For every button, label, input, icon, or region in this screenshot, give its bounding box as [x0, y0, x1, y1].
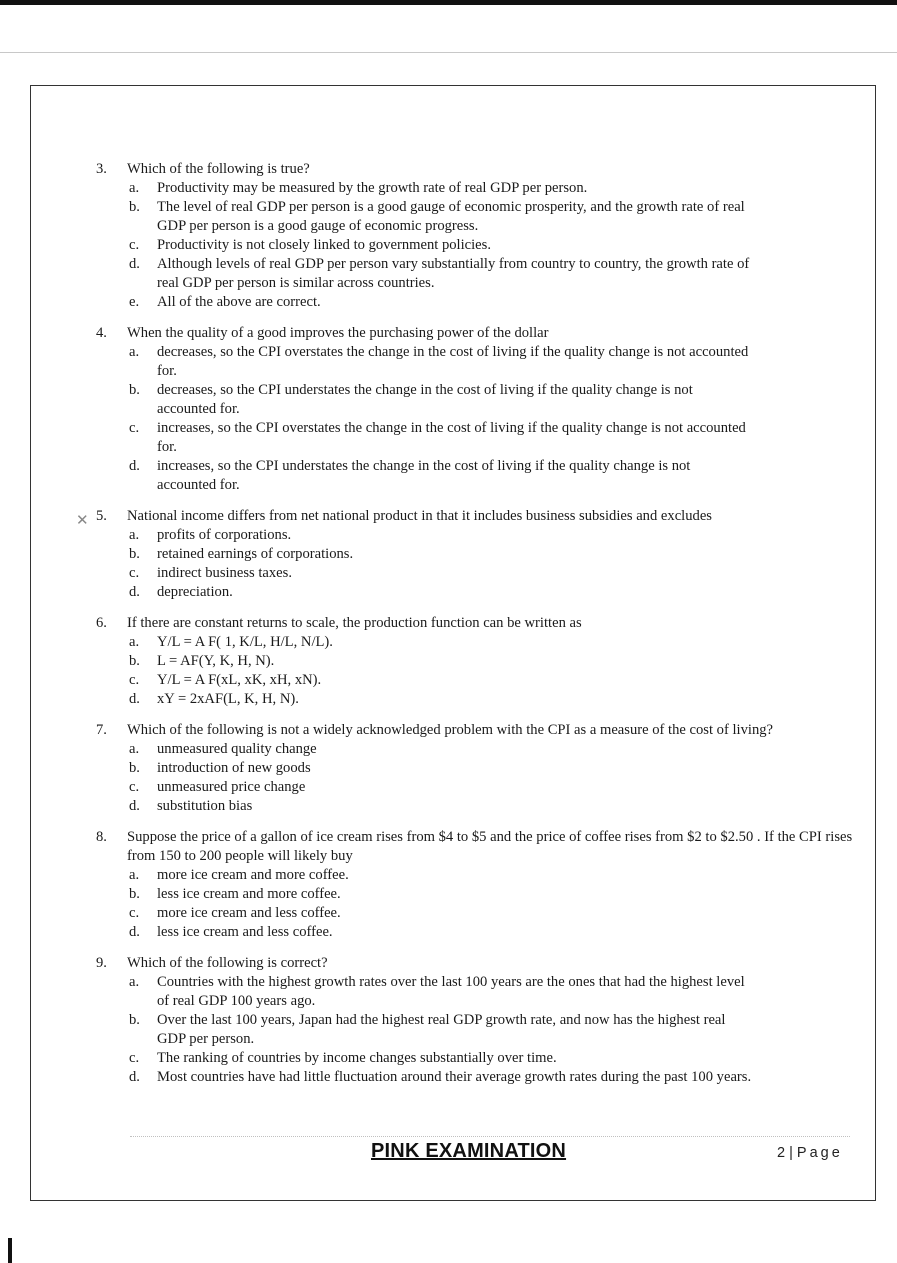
option-text: Over the last 100 years, Japan had the highest real GDP growth rate, and now has the highest real GDP per person. [157, 1012, 726, 1047]
option-text: L = AF(Y, K, H, N). [157, 653, 275, 669]
option-letter: b. [129, 653, 140, 669]
question-number: 8. [96, 829, 107, 845]
option-b [96, 1011, 866, 1049]
option-letter: b. [129, 1012, 140, 1028]
question-text: Suppose the price of a gallon of ice cream rises from $4 to $5 and the price of coffee rises from $2 to $2.50 . If the CPI rises from 150 to 200 people will likely buy [127, 829, 853, 864]
question-number: 6. [96, 615, 107, 631]
option-b [96, 545, 866, 564]
question-number: 9. [96, 955, 107, 971]
option-letter: a. [129, 741, 140, 757]
question-text: When the quality of a good improves the purchasing power of the dollar [127, 325, 549, 341]
footer-rule [130, 1136, 850, 1138]
option-letter: a. [129, 867, 140, 883]
option-a [96, 633, 866, 652]
question-3 [96, 160, 866, 312]
question-text: National income differs from net national product in that it includes business subsidies and excludes [127, 508, 712, 524]
option-b [96, 652, 866, 671]
handwritten-mark: ✕ [76, 511, 89, 529]
question-number: 5. [96, 508, 107, 524]
option-text: less ice cream and less coffee. [157, 924, 333, 940]
option-text: indirect business taxes. [157, 565, 292, 581]
option-letter: d. [129, 458, 140, 474]
option-text: Y/L = A F(xL, xK, xH, xN). [157, 672, 322, 688]
option-text: retained earnings of corporations. [157, 546, 354, 562]
option-b [96, 198, 866, 236]
option-text: The level of real GDP per person is a good gauge of economic prosperity, and the growth rate of real GDP per person is a good gauge of economic progress. [157, 199, 745, 234]
option-a [96, 343, 866, 381]
question-number: 3. [96, 161, 107, 177]
question-list [96, 160, 866, 1099]
option-letter: b. [129, 760, 140, 776]
option-letter: c. [129, 905, 140, 921]
option-a [96, 740, 866, 759]
question-number: 7. [96, 722, 107, 738]
question-7 [96, 721, 866, 816]
option-d [96, 255, 866, 293]
option-b [96, 885, 866, 904]
option-letter: b. [129, 199, 140, 215]
option-text: unmeasured quality change [157, 741, 317, 757]
option-b [96, 759, 866, 778]
option-letter: d. [129, 924, 140, 940]
option-d [96, 457, 866, 495]
exam-title: PINK EXAMINATION [371, 1140, 567, 1162]
option-text: Productivity is not closely linked to government policies. [157, 237, 491, 253]
option-text: decreases, so the CPI overstates the change in the cost of living if the quality change is not accounted for. [157, 344, 749, 379]
question-number: 4. [96, 325, 107, 341]
option-a [96, 526, 866, 545]
option-text: xY = 2xAF(L, K, H, N). [157, 691, 299, 707]
page-top-edge [0, 0, 897, 5]
option-letter: c. [129, 565, 140, 581]
option-letter: c. [129, 1050, 140, 1066]
question-8 [96, 828, 866, 942]
question-5 [96, 507, 866, 602]
option-text: Most countries have had little fluctuation around their average growth rates during the past 100 years. [157, 1069, 752, 1085]
option-text: more ice cream and more coffee. [157, 867, 349, 883]
page-number [777, 1145, 843, 1161]
scan-edge-mark [8, 1238, 12, 1263]
question-4 [96, 324, 866, 495]
option-text: Although levels of real GDP per person vary substantially from country to country, the growth rate of real GDP per person is similar across countries. [157, 256, 750, 291]
question-text: Which of the following is true? [127, 161, 310, 177]
option-a [96, 179, 866, 198]
option-letter: d. [129, 798, 140, 814]
option-text: increases, so the CPI understates the change in the cost of living if the quality change is not accounted for. [157, 458, 691, 493]
option-c [96, 671, 866, 690]
option-letter: d. [129, 691, 140, 707]
option-letter: b. [129, 382, 140, 398]
option-d [96, 923, 866, 942]
option-c [96, 236, 866, 255]
option-b [96, 381, 866, 419]
option-letter: a. [129, 344, 140, 360]
page-separator: | [789, 1145, 793, 1161]
option-letter: e. [129, 294, 140, 310]
option-letter: a. [129, 634, 140, 650]
question-text: Which of the following is correct? [127, 955, 328, 971]
option-d [96, 583, 866, 602]
option-text: unmeasured price change [157, 779, 306, 795]
option-c [96, 904, 866, 923]
page-word: Page [796, 1145, 843, 1161]
option-e [96, 293, 866, 312]
option-letter: c. [129, 420, 140, 436]
option-c [96, 1049, 866, 1068]
question-text: If there are constant returns to scale, the production function can be written as [127, 615, 582, 631]
option-letter: c. [129, 237, 140, 253]
option-c [96, 564, 866, 583]
option-letter: b. [129, 546, 140, 562]
page-number-value: 2 [777, 1145, 786, 1161]
option-letter: d. [129, 584, 140, 600]
option-letter: d. [129, 1069, 140, 1085]
option-letter: a. [129, 527, 140, 543]
option-text: The ranking of countries by income changes substantially over time. [157, 1050, 557, 1066]
option-text: decreases, so the CPI understates the change in the cost of living if the quality change is not accounted for. [157, 382, 693, 417]
option-letter: a. [129, 974, 140, 990]
option-a [96, 866, 866, 885]
option-text: introduction of new goods [157, 760, 311, 776]
header-rule [0, 52, 897, 53]
option-letter: a. [129, 180, 140, 196]
option-letter: d. [129, 256, 140, 272]
option-text: All of the above are correct. [157, 294, 321, 310]
option-text: Y/L = A F( 1, K/L, H/L, N/L). [157, 634, 333, 650]
option-c [96, 778, 866, 797]
question-text: Which of the following is not a widely acknowledged problem with the CPI as a measure of the cost of living? [127, 722, 774, 738]
option-a [96, 973, 866, 1011]
option-d [96, 797, 866, 816]
option-text: more ice cream and less coffee. [157, 905, 341, 921]
option-text: substitution bias [157, 798, 253, 814]
option-letter: c. [129, 672, 140, 688]
option-text: increases, so the CPI overstates the change in the cost of living if the quality change is not accounted for. [157, 420, 746, 455]
option-text: Countries with the highest growth rates over the last 100 years are the ones that had the highest level of real GDP 100 years ago. [157, 974, 745, 1009]
option-c [96, 419, 866, 457]
option-letter: b. [129, 886, 140, 902]
option-text: Productivity may be measured by the growth rate of real GDP per person. [157, 180, 588, 196]
option-d [96, 690, 866, 709]
option-text: profits of corporations. [157, 527, 292, 543]
option-letter: c. [129, 779, 140, 795]
option-text: less ice cream and more coffee. [157, 886, 341, 902]
question-9 [96, 954, 866, 1087]
question-6 [96, 614, 866, 709]
option-text: depreciation. [157, 584, 233, 600]
option-d [96, 1068, 866, 1087]
